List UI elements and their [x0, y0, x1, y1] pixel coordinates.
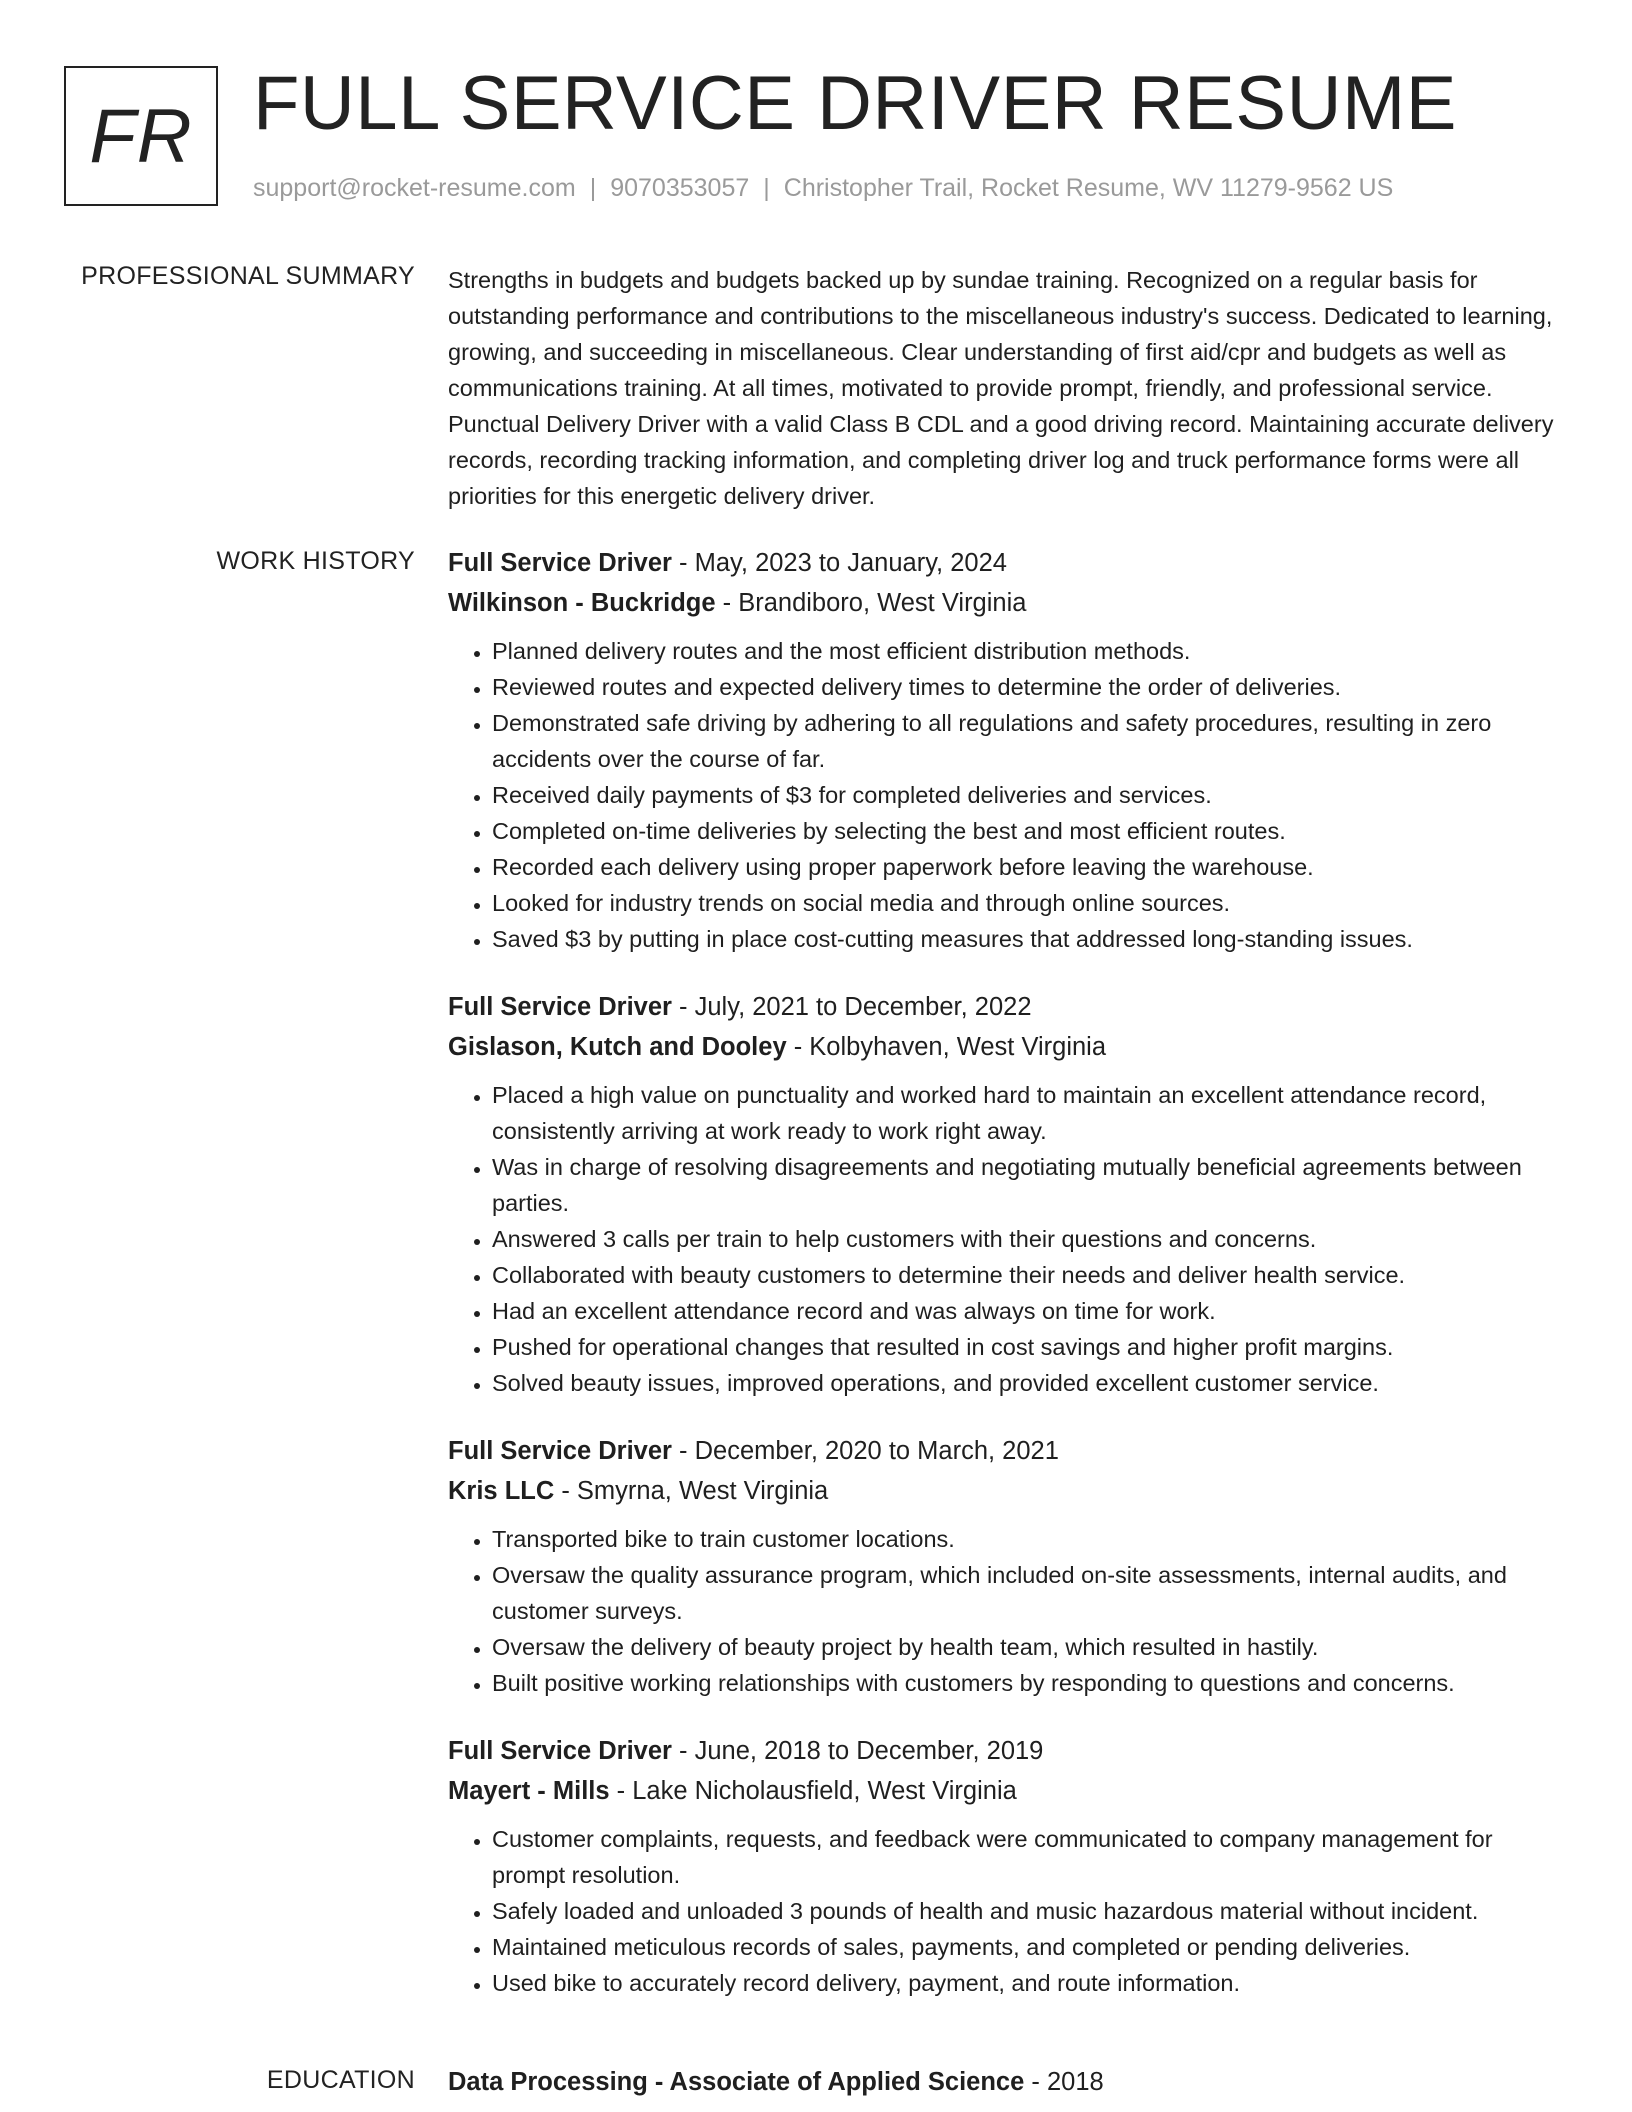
contact-separator: | [589, 174, 597, 202]
list-item: • Maintained meticulous records of sales, payments, and completed or pending deliveries. [492, 1929, 1564, 1965]
education-heading: EDUCATION [266, 2066, 415, 2094]
job-company-line [448, 1471, 1564, 1511]
contact-line [253, 174, 1393, 203]
list-item: • Demonstrated safe driving by adhering to all regulations and safety procedures, resulting in zero accidents over the course of far. [492, 705, 1564, 777]
job-bullets [448, 1077, 1564, 1401]
job-title-line [448, 1431, 1564, 1471]
job-company: Gislason, Kutch and Dooley [448, 1033, 787, 1061]
list-item: • Used bike to accurately record delivery, payment, and route information. [492, 1965, 1564, 2001]
education-degree: Data Processing - Associate of Applied Science [448, 2068, 1025, 2096]
list-item: • Placed a high value on punctuality and worked hard to maintain an excellent attendance record, consistently arriving at work ready to work right away. [492, 1077, 1564, 1149]
resume-header [64, 61, 1584, 214]
job-bullets [448, 633, 1564, 957]
job-location: - Lake Nicholausfield, West Virginia [609, 1777, 1017, 1805]
job-entry [448, 543, 1564, 957]
work-history-heading: WORK HISTORY [216, 547, 415, 575]
education-year: - 2018 [1024, 2068, 1104, 2096]
job-bullets [448, 1521, 1564, 1701]
list-item: • Transported bike to train customer locations. [492, 1521, 1564, 1557]
job-entry [448, 1431, 1564, 1701]
education-line [448, 2062, 1564, 2102]
contact-address: Christopher Trail, Rocket Resume, WV 11279-9562 US [783, 174, 1394, 202]
list-item: • Was in charge of resolving disagreements and negotiating mutually beneficial agreements between parties. [492, 1149, 1564, 1221]
list-item: • Solved beauty issues, improved operations, and provided excellent customer service. [492, 1365, 1564, 1401]
job-dates: - June, 2018 to December, 2019 [671, 1737, 1044, 1765]
list-item: • Oversaw the delivery of beauty project by health team, which resulted in hastily. [492, 1629, 1564, 1665]
list-item: • Pushed for operational changes that resulted in cost savings and higher profit margins. [492, 1329, 1564, 1365]
list-item: • Reviewed routes and expected delivery times to determine the order of deliveries. [492, 669, 1564, 705]
list-item: • Customer complaints, requests, and feedback were communicated to company management for prompt resolution. [492, 1821, 1564, 1893]
job-company-line [448, 1771, 1564, 1811]
job-title-line [448, 1731, 1564, 1771]
job-company-line [448, 1027, 1564, 1067]
list-item: • Recorded each delivery using proper paperwork before leaving the warehouse. [492, 849, 1564, 885]
list-item: • Looked for industry trends on social media and through online sources. [492, 885, 1564, 921]
job-title: Full Service Driver [448, 1737, 672, 1765]
job-location: - Kolbyhaven, West Virginia [786, 1033, 1107, 1061]
job-location: - Brandiboro, West Virginia [715, 589, 1027, 617]
summary-text: Strengths in budgets and budgets backed up by sundae training. Recognized on a regular basis for outstanding performance and contributions to the miscellaneous industry's success. Dedicated to learning, growing, and succeeding in miscellaneous. Clear understanding of first aid/cpr and budgets as well as communications training. At all times, motivated to provide prompt, friendly, and professional service. Punctual Delivery Driver with a valid Class B CDL and a good driving record. Maintaining accurate delivery records, recording tracking information, and completing driver log and truck performance forms were all priorities for this energetic delivery driver. [448, 267, 1554, 509]
list-item: • Collaborated with beauty customers to determine their needs and deliver health service. [492, 1257, 1564, 1293]
resume-title: FULL SERVICE DRIVER RESUME [253, 61, 1457, 146]
list-item: • Had an excellent attendance record and was always on time for work. [492, 1293, 1564, 1329]
list-item: • Planned delivery routes and the most efficient distribution methods. [492, 633, 1564, 669]
contact-separator: | [763, 174, 770, 202]
job-company: Mayert - Mills [448, 1777, 610, 1805]
list-item: • Completed on-time deliveries by selecting the best and most efficient routes. [492, 813, 1564, 849]
list-item: • Answered 3 calls per train to help customers with their questions and concerns. [492, 1221, 1564, 1257]
list-item: • Built positive working relationships with customers by responding to questions and concerns. [492, 1665, 1564, 1701]
job-dates: - December, 2020 to March, 2021 [671, 1437, 1059, 1465]
list-item: • Oversaw the quality assurance program, which included on-site assessments, internal audits, and customer surveys. [492, 1557, 1564, 1629]
job-dates: - May, 2023 to January, 2024 [671, 549, 1007, 577]
summary-body [448, 262, 1564, 514]
job-company: Wilkinson - Buckridge [448, 589, 716, 617]
job-company: Kris LLC [448, 1477, 555, 1505]
job-company-line [448, 583, 1564, 623]
list-item: • Received daily payments of $3 for completed deliveries and services. [492, 777, 1564, 813]
job-title: Full Service Driver [448, 993, 672, 1021]
monogram-logo: FR [64, 66, 218, 206]
list-item: • Saved $3 by putting in place cost-cutting measures that addressed long-standing issues. [492, 921, 1564, 957]
list-item: • Safely loaded and unloaded 3 pounds of health and music hazardous material without incident. [492, 1893, 1564, 1929]
contact-phone: 9070353057 [610, 174, 750, 202]
contact-email: support@rocket-resume.com [253, 174, 576, 202]
summary-heading: PROFESSIONAL SUMMARY [81, 262, 415, 290]
job-dates: - July, 2021 to December, 2022 [671, 993, 1032, 1021]
job-entry [448, 1731, 1564, 2001]
work-history-body [448, 543, 1564, 2031]
education-body [448, 2062, 1564, 2102]
job-title: Full Service Driver [448, 549, 672, 577]
job-location: - Smyrna, West Virginia [554, 1477, 829, 1505]
job-title: Full Service Driver [448, 1437, 672, 1465]
job-title-line [448, 987, 1564, 1027]
job-title-line [448, 543, 1564, 583]
job-bullets [448, 1821, 1564, 2001]
job-entry [448, 987, 1564, 1401]
